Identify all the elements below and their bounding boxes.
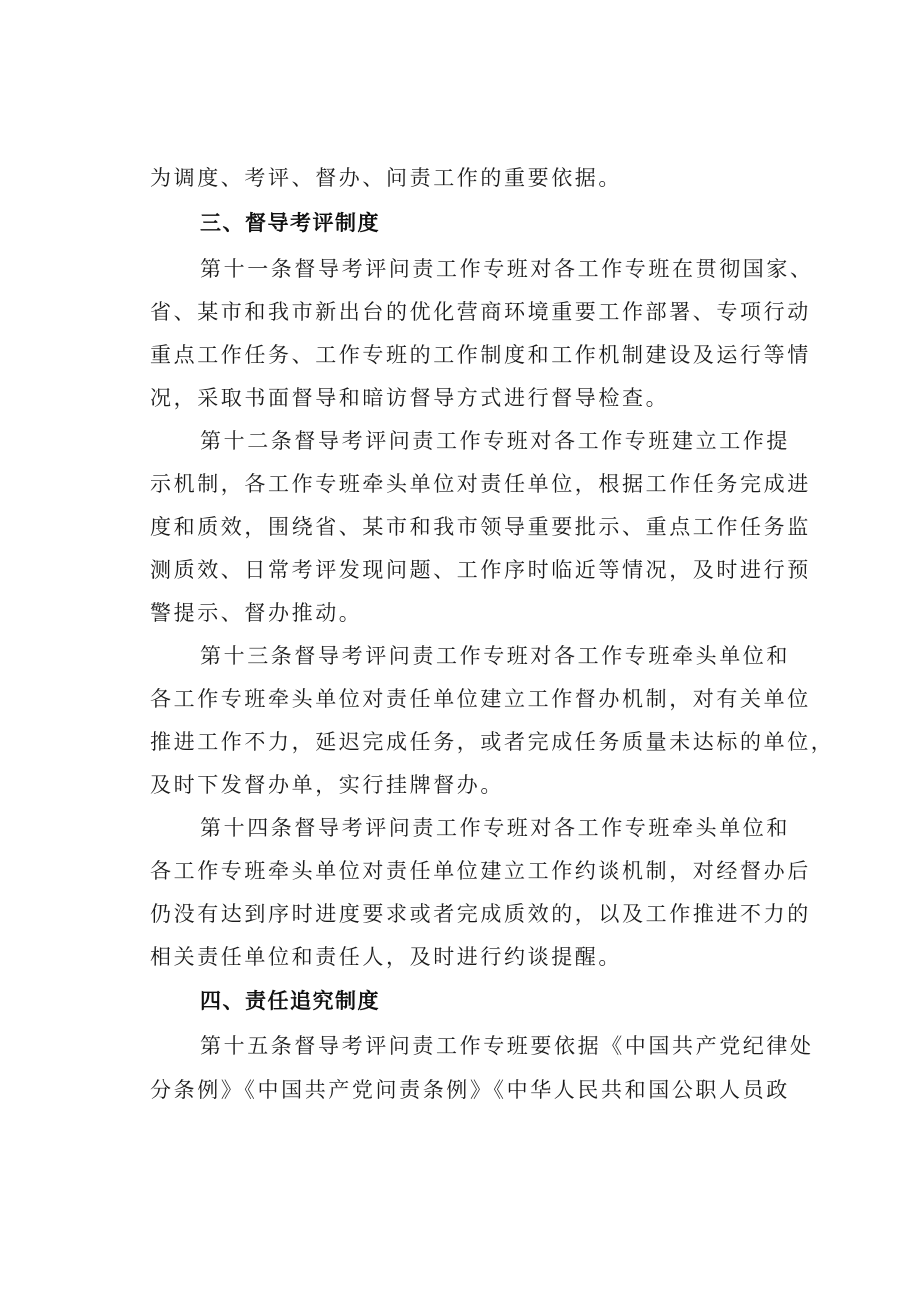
body-text-line: 相关责任单位和责任人，及时进行约谈提醒。: [150, 945, 622, 969]
body-text-line: 况，采取书面督导和暗访督导方式进行督导检查。: [150, 386, 670, 410]
body-text-line: 为调度、考评、督办、问责工作的重要依据。: [150, 166, 622, 190]
article-14-text: 第十四条督导考评问责工作专班对各工作专班牵头单位和: [200, 816, 790, 840]
body-text-line: 示机制，各工作专班牵头单位对责任单位，根据工作任务完成进: [150, 472, 811, 496]
body-text-line: 分条例》《中国共产党问责条例》《中华人民共和国公职人员政: [150, 1078, 790, 1102]
body-text-line: 省、某市和我市新出台的优化营商环境重要工作部署、专项行动: [150, 300, 811, 324]
section-heading-3: 三、督导考评制度: [200, 211, 380, 235]
body-text-line: 警提示、督办推动。: [150, 601, 363, 625]
body-text-line: 仍没有达到序时进度要求或者完成质效的，以及工作推进不力的: [150, 902, 811, 926]
body-text-line: 各工作专班牵头单位对责任单位建立工作督办机制，对有关单位: [150, 687, 811, 711]
body-text-line: 及时下发督办单，实行挂牌督办。: [150, 773, 504, 797]
section-heading-4: 四、责任追究制度: [200, 989, 380, 1013]
body-text-line: 各工作专班牵头单位对责任单位建立工作约谈机制，对经督办后: [150, 859, 811, 883]
body-text-line: 测质效、日常考评发现问题、工作序时临近等情况，及时进行预: [150, 558, 811, 582]
article-15-text: 第十五条督导考评问责工作专班要依据《中国共产党纪律处: [200, 1034, 814, 1058]
article-11-text: 第十一条督导考评问责工作专班对各工作专班在贯彻国家、: [200, 257, 814, 281]
article-12-text: 第十二条督导考评问责工作专班对各工作专班建立工作提: [200, 429, 790, 453]
article-13-text: 第十三条督导考评问责工作专班对各工作专班牵头单位和: [200, 644, 790, 668]
body-text-line: 重点工作任务、工作专班的工作制度和工作机制建设及运行等情: [150, 343, 811, 367]
body-text-line: 推进工作不力，延迟完成任务，或者完成任务质量未达标的单位，: [150, 730, 835, 754]
body-text-line: 度和质效，围绕省、某市和我市领导重要批示、重点工作任务监: [150, 515, 811, 539]
